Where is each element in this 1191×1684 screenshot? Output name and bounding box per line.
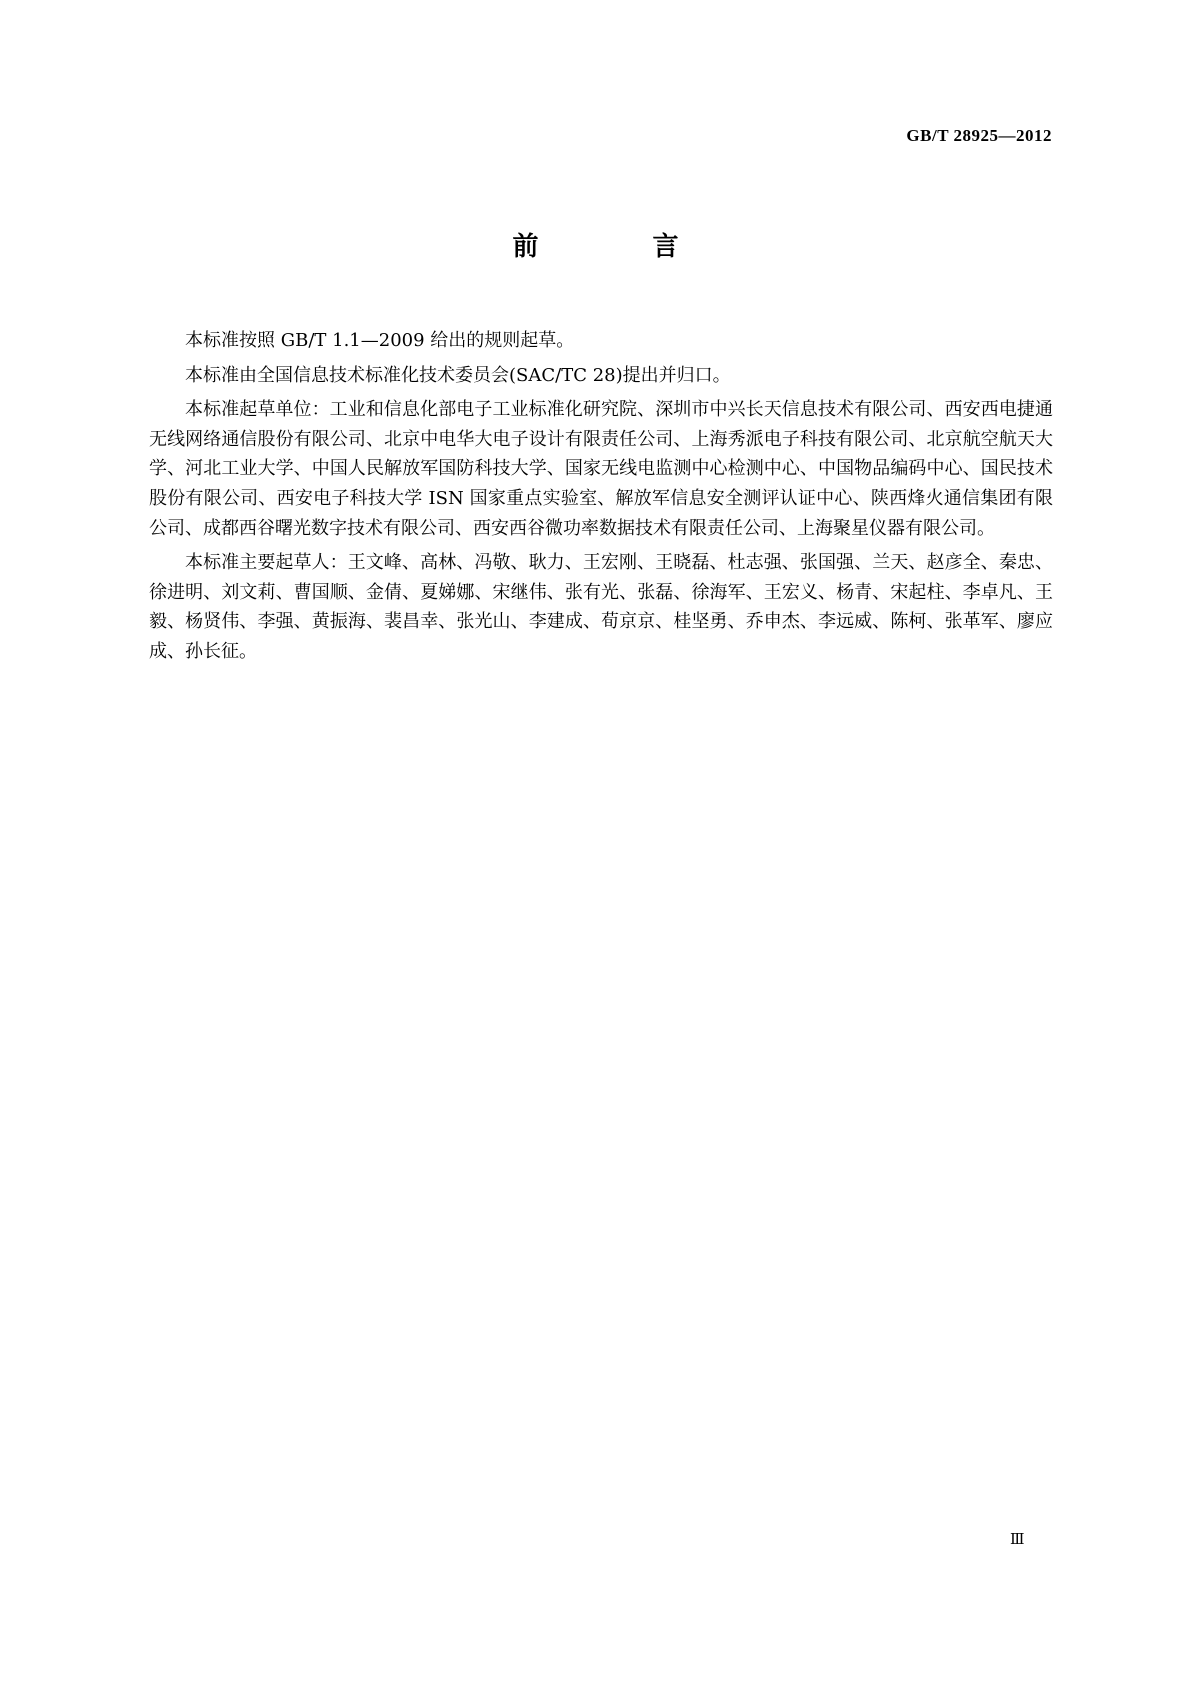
page-title: 前 言 — [512, 232, 723, 262]
paragraph-drafters: 本标准主要起草人：王文峰、高林、冯敬、耿力、王宏刚、王晓磊、杜志强、张国强、兰天、赵彦全、秦忠、徐进明、刘文莉、曹国顺、金倩、夏娣娜、宋继伟、张有光、张磊、徐海军、王宏义、杨青、宋起柱、李卓凡、王毅、杨贤伟、李强、黄振海、裴昌幸、张光山、李建成、荀京京、桂坚勇、乔申杰、李远威、陈柯、张革军、廖应成、孙长征。 — [149, 552, 1053, 662]
paragraph-drafting-rules: 本标准按照 GB/T 1.1—2009 给出的规则起草。 — [185, 330, 575, 351]
foreword-body — [149, 326, 1053, 672]
page-number: Ⅲ — [1010, 1532, 1025, 1548]
standard-number-header: GB/T 28925—2012 — [906, 126, 1052, 145]
paragraph-proposer: 本标准由全国信息技术标准化技术委员会(SAC/TC 28)提出并归口。 — [185, 364, 731, 386]
paragraph-drafting-units: 本标准起草单位：工业和信息化部电子工业标准化研究院、深圳市中兴长天信息技术有限公司、西安西电捷通无线网络通信股份有限公司、北京中电华大电子设计有限责任公司、上海秀派电子科技有限公司、北京航空航天大学、河北工业大学、中国人民解放军国防科技大学、国家无线电监测中心检测中心、中国物品编码中心、国民技术股份有限公司、西安电子科技大学 ISN 国家重点实验室、解放军信息安全测评认证中心、陕西烽火通信集团有限公司、成都西谷曙光数字技术有限公司、西安西谷微功率数据技术有限责任公司、上海聚星仪器有限公司。 — [149, 399, 1053, 539]
